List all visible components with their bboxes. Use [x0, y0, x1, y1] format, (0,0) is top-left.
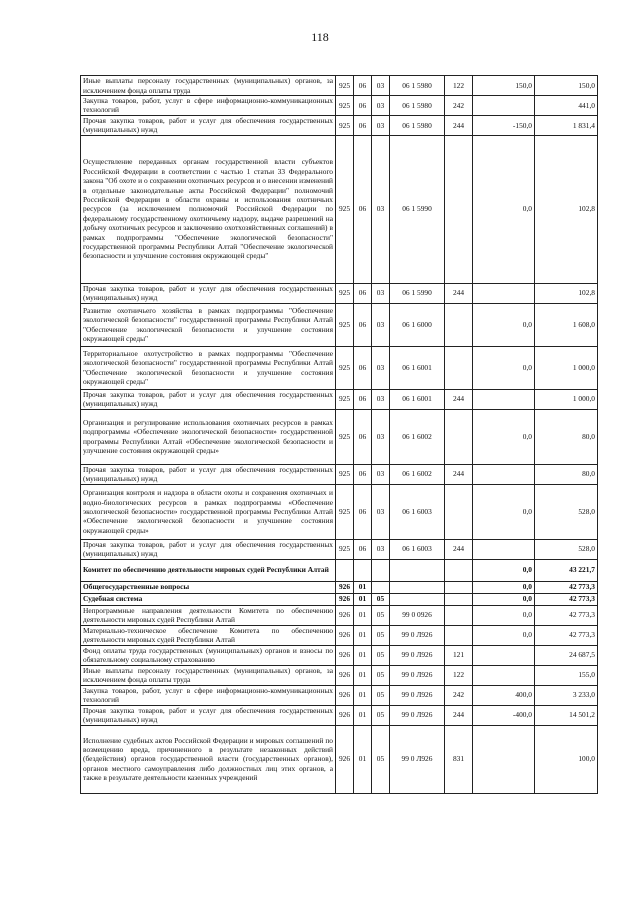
total-amount-cell: 42 773,3 [535, 593, 598, 605]
target-article-cell: 06 1 6002 [390, 464, 445, 484]
change-amount-cell: -150,0 [473, 115, 535, 135]
row-name-cell: Организация контроля и надзора в области охоты и сохранения охотничьих и водно-биологических ресурсов в рамках подпрограммы «Обеспечение экологической безопасности» государственной программы Республики Алтай «Обеспечение экологической безопасности и улучшение состояния окружающей среды» [81, 484, 336, 539]
section-code-cell: 06 [354, 389, 372, 409]
table-row [81, 705, 598, 725]
ved-code-cell: 925 [336, 346, 354, 389]
expense-type-cell: 244 [445, 389, 473, 409]
total-amount-cell: 528,0 [535, 539, 598, 559]
row-name-cell: Прочая закупка товаров, работ и услуг для обеспечения государственных (муниципальных) нужд [81, 705, 336, 725]
total-amount-cell: 42 773,3 [535, 625, 598, 645]
table-row [81, 409, 598, 464]
target-article-cell: 06 1 6003 [390, 539, 445, 559]
section-code-cell: 06 [354, 96, 372, 116]
table-row [81, 625, 598, 645]
target-article-cell: 06 1 6001 [390, 346, 445, 389]
total-amount-cell: 14 501,2 [535, 705, 598, 725]
subsection-code-cell: 03 [372, 409, 390, 464]
change-amount-cell [473, 96, 535, 116]
table-row [81, 539, 598, 559]
ved-code-cell: 925 [336, 539, 354, 559]
table-row [81, 303, 598, 346]
total-amount-cell: 100,0 [535, 725, 598, 793]
expense-type-cell [445, 303, 473, 346]
table-row [81, 76, 598, 96]
change-amount-cell [473, 389, 535, 409]
subsection-code-cell: 03 [372, 484, 390, 539]
section-code-cell: 01 [354, 645, 372, 665]
section-code-cell: 01 [354, 705, 372, 725]
change-amount-cell [473, 665, 535, 685]
change-amount-cell: 0,0 [473, 625, 535, 645]
subsection-code-cell: 05 [372, 605, 390, 625]
target-article-cell [390, 559, 445, 581]
expense-type-cell [445, 625, 473, 645]
target-article-cell: 06 1 6002 [390, 409, 445, 464]
total-amount-cell: 3 233,0 [535, 685, 598, 705]
total-amount-cell: 43 221,7 [535, 559, 598, 581]
target-article-cell: 06 1 5980 [390, 115, 445, 135]
total-amount-cell: 24 687,5 [535, 645, 598, 665]
change-amount-cell [473, 539, 535, 559]
expense-type-cell [445, 135, 473, 283]
change-amount-cell: 0,0 [473, 593, 535, 605]
subsection-code-cell: 03 [372, 96, 390, 116]
row-name-cell: Закупка товаров, работ, услуг в сфере информационно-коммуникационных технологий [81, 96, 336, 116]
section-code-cell: 06 [354, 76, 372, 96]
row-name-cell: Иные выплаты персоналу государственных (муниципальных) органов, за исключением фонда оплаты труда [81, 665, 336, 685]
row-name-cell: Территориальное охотустройство в рамках подпрограммы "Обеспечение экологической безопасности" государственной программы Республики Алтай "Обеспечение экологической безопасности и улучшение состояния окружающей среды" [81, 346, 336, 389]
expense-type-cell: 122 [445, 76, 473, 96]
row-name-cell: Прочая закупка товаров, работ и услуг для обеспечения государственных (муниципальных) нужд [81, 539, 336, 559]
ved-code-cell: 926 [336, 625, 354, 645]
row-name-cell: Комитет по обеспечению деятельности мировых судей Республики Алтай [81, 559, 336, 581]
expense-type-cell [445, 409, 473, 464]
total-amount-cell: 1 000,0 [535, 346, 598, 389]
target-article-cell: 06 1 5990 [390, 135, 445, 283]
table-row [81, 725, 598, 793]
total-amount-cell: 102,8 [535, 283, 598, 303]
total-amount-cell: 528,0 [535, 484, 598, 539]
target-article-cell: 99 0 0926 [390, 605, 445, 625]
expense-type-cell: 121 [445, 645, 473, 665]
section-code-cell: 06 [354, 409, 372, 464]
section-code-cell: 06 [354, 464, 372, 484]
section-code-cell: 06 [354, 539, 372, 559]
table-row [81, 685, 598, 705]
expense-type-cell: 242 [445, 685, 473, 705]
section-code-cell [354, 559, 372, 581]
total-amount-cell: 42 773,3 [535, 605, 598, 625]
subsection-code-cell: 03 [372, 539, 390, 559]
expense-type-cell: 244 [445, 464, 473, 484]
row-name-cell: Непрограммные направления деятельности Комитета по обеспечению деятельности мировых судей Республики Алтай [81, 605, 336, 625]
subsection-code-cell: 05 [372, 645, 390, 665]
row-name-cell: Развитие охотничьего хозяйства в рамках подпрограммы "Обеспечение экологической безопасности" государственной программы Республики Алтай "Обеспечение экологической безопасности и улучшение состояния окружающей среды" [81, 303, 336, 346]
change-amount-cell: 400,0 [473, 685, 535, 705]
table-row [81, 346, 598, 389]
ved-code-cell: 926 [336, 605, 354, 625]
table-row [81, 135, 598, 283]
target-article-cell: 06 1 6000 [390, 303, 445, 346]
expense-type-cell [445, 346, 473, 389]
row-name-cell: Фонд оплаты труда государственных (муниципальных) органов и взносы по обязательному социальному страхованию [81, 645, 336, 665]
subsection-code-cell: 03 [372, 303, 390, 346]
target-article-cell: 99 0 Л926 [390, 725, 445, 793]
ved-code-cell: 926 [336, 685, 354, 705]
change-amount-cell: 0,0 [473, 135, 535, 283]
target-article-cell: 99 0 Л926 [390, 645, 445, 665]
row-name-cell: Иные выплаты персоналу государственных (муниципальных) органов, за исключением фонда оплаты труда [81, 76, 336, 96]
subsection-code-cell: 03 [372, 283, 390, 303]
subsection-code-cell: 03 [372, 135, 390, 283]
subsection-code-cell: 05 [372, 705, 390, 725]
ved-code-cell: 925 [336, 303, 354, 346]
table-row [81, 581, 598, 593]
table-row [81, 484, 598, 539]
table-row [81, 283, 598, 303]
row-name-cell: Осуществление переданных органам государственной власти субъектов Российской Федерации в соответствии с частью 1 статьи 33 Федерального закона "Об охоте и о сохранении охотничьих ресурсов и о внесении изменений в отдельные законодательные акты Российской Федерации" полномочий Российской Федерации в области охраны и использования охотничьих ресурсов (за исключением полномочий Российской Федерации по федеральному государственному охотничьему надзору, выдаче разрешений на добычу охотничьих ресурсов и заключению охотхозяйственных соглашений) в рамках подпрограммы "Обеспечение экологической безопасности" государственной программы Республики Алтай "Обеспечение экологической безопасности и улучшение состояния окружающей среды" [81, 135, 336, 283]
change-amount-cell: 0,0 [473, 346, 535, 389]
row-name-cell: Судебная система [81, 593, 336, 605]
section-code-cell: 06 [354, 346, 372, 389]
ved-code-cell: 925 [336, 283, 354, 303]
total-amount-cell: 150,0 [535, 76, 598, 96]
total-amount-cell: 42 773,3 [535, 581, 598, 593]
expense-type-cell: 122 [445, 665, 473, 685]
subsection-code-cell: 03 [372, 464, 390, 484]
change-amount-cell: 150,0 [473, 76, 535, 96]
expense-type-cell [445, 605, 473, 625]
ved-code-cell: 925 [336, 409, 354, 464]
change-amount-cell: 0,0 [473, 605, 535, 625]
expense-type-cell [445, 559, 473, 581]
subsection-code-cell: 05 [372, 665, 390, 685]
section-code-cell: 01 [354, 685, 372, 705]
total-amount-cell: 80,0 [535, 464, 598, 484]
table-row [81, 605, 598, 625]
section-code-cell: 01 [354, 605, 372, 625]
subsection-code-cell: 05 [372, 593, 390, 605]
subsection-code-cell: 03 [372, 115, 390, 135]
expense-type-cell: 831 [445, 725, 473, 793]
subsection-code-cell [372, 581, 390, 593]
target-article-cell [390, 581, 445, 593]
section-code-cell: 01 [354, 581, 372, 593]
row-name-cell: Прочая закупка товаров, работ и услуг для обеспечения государственных (муниципальных) нужд [81, 389, 336, 409]
target-article-cell: 06 1 6003 [390, 484, 445, 539]
target-article-cell: 99 0 Л926 [390, 665, 445, 685]
target-article-cell: 99 0 Л926 [390, 705, 445, 725]
target-article-cell: 06 1 5980 [390, 76, 445, 96]
expense-type-cell: 244 [445, 115, 473, 135]
total-amount-cell: 155,0 [535, 665, 598, 685]
total-amount-cell: 1 831,4 [535, 115, 598, 135]
expense-type-cell [445, 593, 473, 605]
target-article-cell: 06 1 5980 [390, 96, 445, 116]
subsection-code-cell [372, 559, 390, 581]
section-code-cell: 06 [354, 303, 372, 346]
subsection-code-cell: 03 [372, 76, 390, 96]
target-article-cell: 06 1 5990 [390, 283, 445, 303]
row-name-cell: Общегосударственные вопросы [81, 581, 336, 593]
change-amount-cell: 0,0 [473, 409, 535, 464]
row-name-cell: Прочая закупка товаров, работ и услуг для обеспечения государственных (муниципальных) нужд [81, 283, 336, 303]
table-row [81, 665, 598, 685]
ved-code-cell: 925 [336, 484, 354, 539]
section-code-cell: 01 [354, 593, 372, 605]
ved-code-cell: 926 [336, 705, 354, 725]
expense-type-cell: 244 [445, 705, 473, 725]
table-row [81, 559, 598, 581]
change-amount-cell [473, 645, 535, 665]
expense-type-cell: 242 [445, 96, 473, 116]
subsection-code-cell: 03 [372, 346, 390, 389]
table-row [81, 115, 598, 135]
ved-code-cell: 925 [336, 135, 354, 283]
row-name-cell: Организация и регулирование использования охотничьих ресурсов в рамках подпрограммы «Обеспечение экологической безопасности» государственной программы Республики Алтай «Обеспечение экологической безопасности и улучшение состояния окружающей среды» [81, 409, 336, 464]
table-row [81, 96, 598, 116]
row-name-cell: Исполнение судебных актов Российской Федерации и мировых соглашений по возмещению вреда, причиненного в результате незаконных действий (бездействия) органов государственной власти (государственных органов), органов местного самоуправления либо должностных лиц этих органов, а также в результате деятельности казенных учреждений [81, 725, 336, 793]
section-code-cell: 01 [354, 665, 372, 685]
change-amount-cell [473, 464, 535, 484]
target-article-cell: 99 0 Л926 [390, 685, 445, 705]
ved-code-cell: 925 [336, 389, 354, 409]
budget-table [80, 75, 598, 794]
section-code-cell: 06 [354, 135, 372, 283]
ved-code-cell: 925 [336, 464, 354, 484]
table-row [81, 464, 598, 484]
section-code-cell: 01 [354, 625, 372, 645]
total-amount-cell: 80,0 [535, 409, 598, 464]
table-row [81, 593, 598, 605]
row-name-cell: Прочая закупка товаров, работ и услуг для обеспечения государственных (муниципальных) нужд [81, 115, 336, 135]
row-name-cell: Закупка товаров, работ, услуг в сфере информационно-коммуникационных технологий [81, 685, 336, 705]
change-amount-cell: 0,0 [473, 581, 535, 593]
section-code-cell: 06 [354, 115, 372, 135]
expense-type-cell: 244 [445, 539, 473, 559]
total-amount-cell: 1 000,0 [535, 389, 598, 409]
expense-type-cell [445, 581, 473, 593]
ved-code-cell: 926 [336, 593, 354, 605]
table-row [81, 389, 598, 409]
total-amount-cell: 441,0 [535, 96, 598, 116]
change-amount-cell [473, 283, 535, 303]
change-amount-cell: 0,0 [473, 303, 535, 346]
ved-code-cell: 926 [336, 725, 354, 793]
change-amount-cell: -400,0 [473, 705, 535, 725]
target-article-cell: 99 0 Л926 [390, 625, 445, 645]
change-amount-cell: 0,0 [473, 559, 535, 581]
ved-code-cell: 926 [336, 665, 354, 685]
expense-type-cell: 244 [445, 283, 473, 303]
ved-code-cell: 925 [336, 76, 354, 96]
table-row [81, 645, 598, 665]
row-name-cell: Материально-техническое обеспечение Комитета по обеспечению деятельности мировых судей Республики Алтай [81, 625, 336, 645]
ved-code-cell: 926 [336, 645, 354, 665]
subsection-code-cell: 05 [372, 725, 390, 793]
subsection-code-cell: 03 [372, 389, 390, 409]
row-name-cell: Прочая закупка товаров, работ и услуг для обеспечения государственных (муниципальных) нужд [81, 464, 336, 484]
subsection-code-cell: 05 [372, 685, 390, 705]
section-code-cell: 06 [354, 283, 372, 303]
section-code-cell: 01 [354, 725, 372, 793]
total-amount-cell: 1 608,0 [535, 303, 598, 346]
target-article-cell: 06 1 6001 [390, 389, 445, 409]
subsection-code-cell: 05 [372, 625, 390, 645]
change-amount-cell: 0,0 [473, 484, 535, 539]
ved-code-cell [336, 559, 354, 581]
target-article-cell [390, 593, 445, 605]
ved-code-cell: 925 [336, 96, 354, 116]
total-amount-cell: 102,8 [535, 135, 598, 283]
change-amount-cell [473, 725, 535, 793]
section-code-cell: 06 [354, 484, 372, 539]
expense-type-cell [445, 484, 473, 539]
ved-code-cell: 925 [336, 115, 354, 135]
ved-code-cell: 926 [336, 581, 354, 593]
page-number: 118 [311, 30, 329, 44]
